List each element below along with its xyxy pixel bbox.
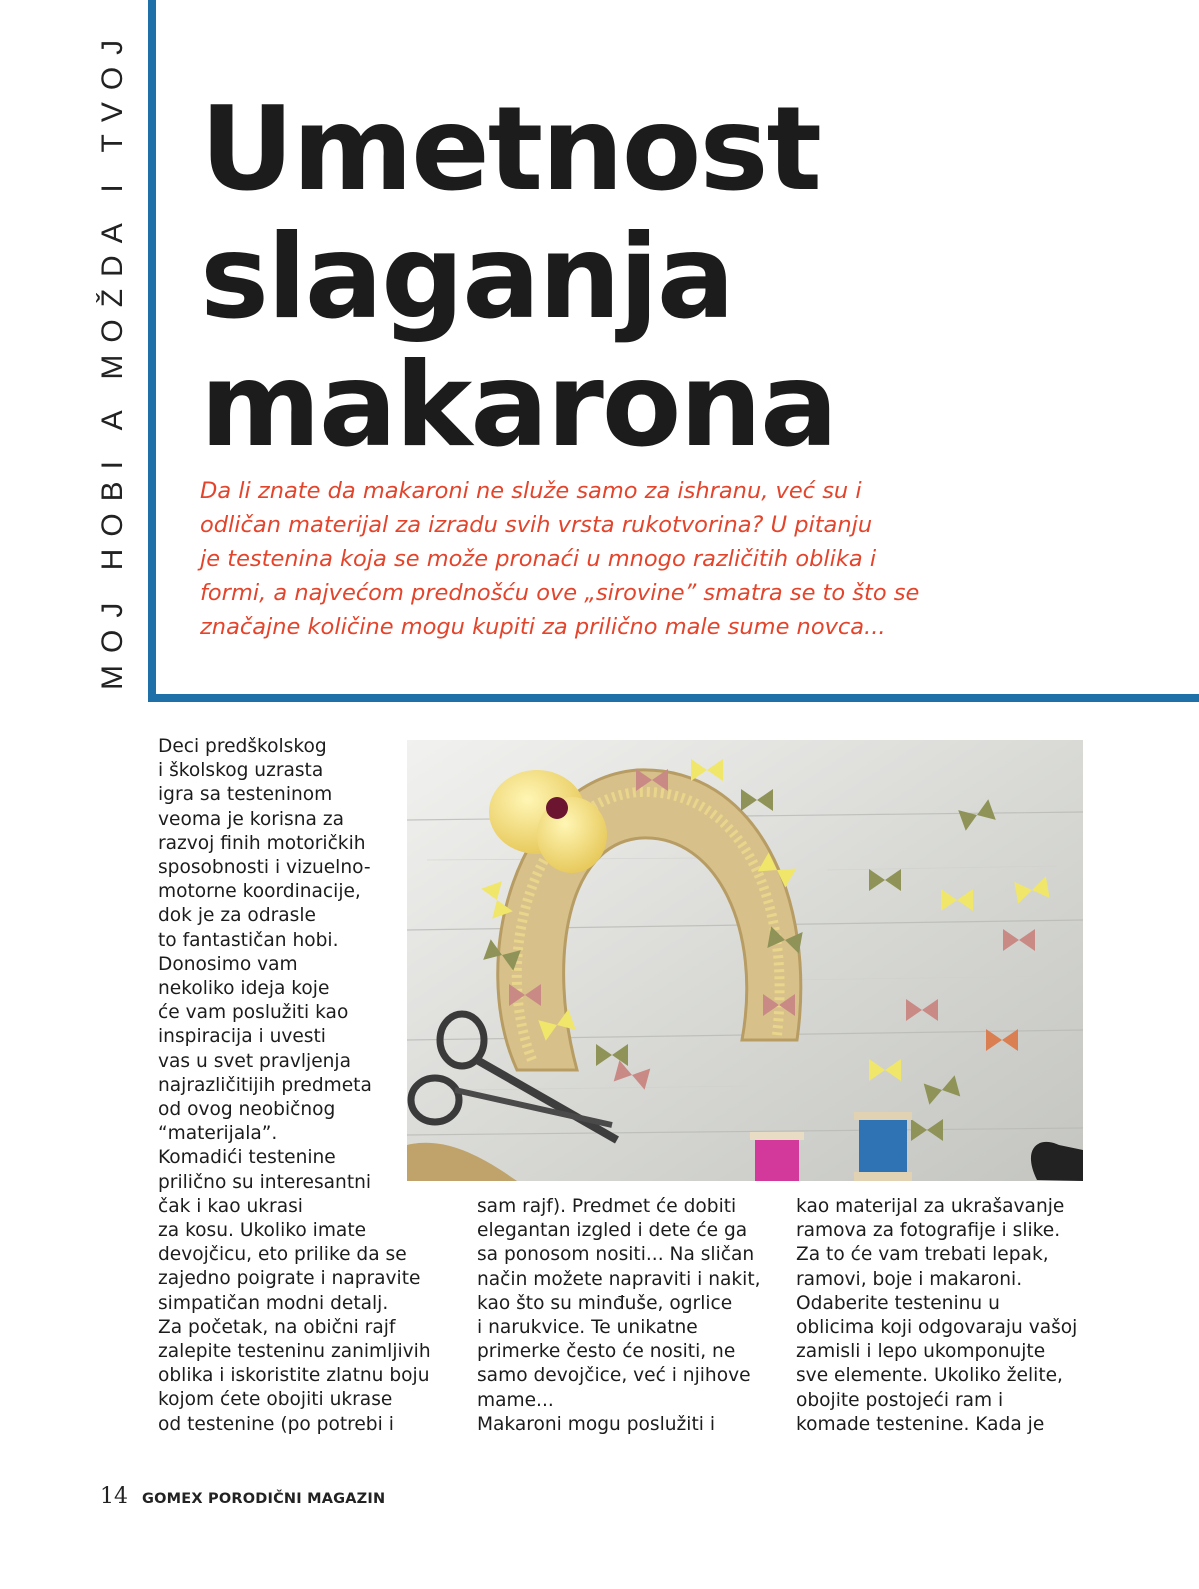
body-text-line: sposobnosti i vizuelno- [158,857,371,879]
body-text-line: igra sa testeninom [158,784,333,806]
lead-line: Da li znate da makaroni ne služe samo za ishranu, već su i [200,478,862,504]
body-text-line: razvoj finih motoričkih [158,832,366,854]
body-text-line: dok je za odrasle [158,905,316,927]
body-text-line: Odaberite testeninu u [796,1292,1000,1314]
pasta-horseshoe-photo [407,740,1083,1181]
horizontal-accent-bar [148,694,1199,702]
body-text-line: veoma je korisna za [158,808,344,830]
body-text-line: zajedno poigrate i napravite [158,1268,421,1290]
body-text-line: ramova za fotografije i slike. [796,1220,1061,1242]
body-text-line: primerke često će nositi, ne [477,1341,736,1363]
body-text-line: obojite postojeći ram i [796,1389,1004,1411]
lead-line: značajne količine mogu kupiti za prilično male sume novca... [200,614,886,640]
body-text-line: kao što su minđuše, ogrlice [477,1292,733,1314]
body-text-line: Makaroni mogu poslužiti i [477,1413,716,1435]
body-text-line: od ovog neobičnog [158,1099,336,1121]
lead-line: formi, a najvećom prednošću ove „sirovine” smatra se to što se [200,580,920,606]
body-text-line: ramovi, boje i makaroni. [796,1268,1023,1290]
body-text-line: Donosimo vam [158,953,298,975]
body-text-line: i školskog uzrasta [158,760,324,782]
body-text-line: motorne koordinacije, [158,881,361,903]
body-text-line: mame... [477,1389,554,1411]
body-text-line: Za početak, na obični rajf [158,1316,396,1338]
body-text-line: komade testenine. Kada je [796,1413,1045,1435]
body-text-line: zalepite testeninu zanimljivih [158,1341,431,1363]
body-text-line: oblicima koji odgovaraju vašoj [796,1317,1078,1339]
lead-line: je testenina koja se može pronaći u mnogo različitih oblika i [200,546,877,572]
body-text-line: kojom ćete obojiti ukrase [158,1389,393,1411]
body-text-line: sam rajf). Predmet će dobiti [477,1196,737,1217]
body-text-line: zamisli i lepo ukomponujte [796,1341,1046,1363]
body-text-line: čak i kao ukrasi [158,1195,303,1217]
title-line: makarona [200,338,837,473]
body-text-line: način možete napraviti i nakit, [477,1268,761,1290]
body-column-1 [158,735,431,1437]
page-footer [100,1484,385,1509]
body-text-line: devojčicu, eto prilike da se [158,1244,407,1266]
body-text-line: za kosu. Ukoliko imate [158,1220,367,1242]
section-label: MOJ HOBI A MOŽDA I TVOJ [96,27,129,690]
body-column-3 [796,1195,1077,1437]
page-number: 14 [100,1484,128,1509]
body-text-line: sa ponosom nositi... Na sličan [477,1244,755,1266]
body-text-line: najrazličitijih predmeta [158,1074,372,1096]
body-text-line: simpatičan modni detalj. [158,1292,389,1314]
body-text-line: od testenine (po potrebi i [158,1413,394,1435]
article-title [200,82,837,473]
body-text-line: sve elemente. Ukoliko želite, [796,1365,1063,1387]
body-text-line: vas u svet pravljenja [158,1050,351,1072]
lead-line: odličan materijal za izradu svih vrsta rukotvorina? U pitanju [200,512,873,538]
body-text-line: to fantastičan hobi. [158,929,339,951]
vertical-accent-bar [148,0,156,702]
body-text-line: oblika i iskoristite zlatnu boju [158,1365,430,1387]
body-text-line: Za to će vam trebati lepak, [796,1244,1049,1266]
body-text-line: će vam poslužiti kao [158,1002,349,1024]
body-text-line: elegantan izgled i dete će ga [477,1220,748,1242]
title-line: Umetnost [200,82,820,217]
magazine-name: GOMEX PORODIČNI MAGAZIN [142,1491,386,1507]
body-text-line: “materijala”. [158,1123,278,1145]
body-text-line: Komadići testenine [158,1147,336,1169]
body-text-line: i narukvice. Te unikatne [477,1317,698,1339]
body-text-line: nekoliko ideja koje [158,978,330,1000]
body-text-line: Deci predškolskog [158,736,327,757]
body-text-line: kao materijal za ukrašavanje [796,1196,1065,1217]
title-line: slaganja [200,210,734,345]
lead-paragraph [200,474,940,644]
body-column-2 [477,1195,761,1437]
body-text-line: samo devojčice, već i njihove [477,1365,751,1387]
body-text-line: inspiracija i uvesti [158,1026,326,1048]
body-text-line: prilično su interesantni [158,1171,372,1193]
